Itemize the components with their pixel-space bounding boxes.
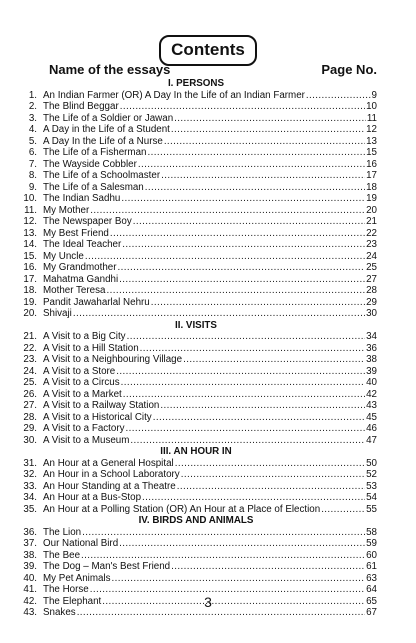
entry-page: 60 — [366, 549, 377, 561]
entry-number: 17. — [23, 273, 37, 285]
dot-leader — [175, 458, 365, 470]
entry-title: A Visit to a Big City — [43, 331, 126, 342]
dot-leader — [81, 550, 365, 562]
entry-number: 38. — [23, 549, 37, 561]
entry-number: 37. — [23, 538, 37, 549]
toc-entry — [15, 377, 377, 389]
contents-title: Contents — [159, 35, 257, 66]
entry-page: 64 — [366, 584, 377, 595]
entry-title: The Blind Beggar — [43, 101, 119, 112]
entry-number: 24. — [23, 365, 37, 377]
dot-leader — [126, 423, 366, 435]
toc-entry — [15, 343, 377, 355]
entry-title: A Visit to a Store — [43, 365, 116, 377]
table-of-contents — [15, 78, 377, 619]
dot-leader — [90, 205, 365, 217]
entry-page: 28 — [366, 285, 377, 296]
entry-title: The Newspaper Boy — [43, 216, 132, 227]
entry-title: An Hour Standing at a Theatre — [43, 480, 176, 492]
entry-page: 25 — [366, 262, 377, 273]
entry-title: My Uncle — [43, 250, 84, 262]
dot-leader — [73, 308, 365, 320]
entry-page: 45 — [366, 411, 377, 423]
entry-number: 40. — [23, 572, 37, 584]
toc-entry — [15, 573, 377, 585]
entry-page: 53 — [366, 480, 377, 492]
dot-leader — [153, 412, 365, 424]
dot-leader — [171, 561, 365, 573]
entry-number: 2. — [28, 101, 37, 112]
toc-entry — [15, 90, 377, 102]
toc-entry — [15, 366, 377, 378]
entry-number: 23. — [23, 354, 37, 365]
entry-number: 15. — [23, 250, 37, 262]
entry-page: 29 — [366, 296, 377, 308]
entry-number: 10. — [23, 193, 37, 204]
entry-page: 12 — [366, 124, 377, 135]
entry-title: The Life of a Fisherman — [43, 147, 147, 158]
toc-entry — [15, 492, 377, 504]
entry-title: An Hour at a General Hospital — [43, 457, 174, 469]
entry-number: 3. — [28, 112, 37, 124]
entry-page: 19 — [366, 193, 377, 204]
entry-title: A Day in the Life of a Student — [43, 124, 170, 135]
dot-leader — [121, 193, 365, 205]
entry-title: My Grandmother — [43, 262, 117, 273]
dot-leader — [110, 228, 365, 240]
entry-title: Snakes — [43, 607, 76, 618]
entry-number: 41. — [23, 584, 37, 595]
dot-leader — [120, 101, 365, 113]
entry-title: My Mother — [43, 204, 90, 216]
entry-number: 16. — [23, 262, 37, 273]
toc-entry — [15, 435, 377, 447]
toc-entry — [15, 297, 377, 309]
entry-number: 43. — [23, 607, 37, 618]
dot-leader — [119, 274, 365, 286]
entry-title: Mahatma Gandhi — [43, 273, 119, 285]
entry-number: 13. — [23, 227, 37, 239]
entry-title: A Visit to a Factory — [43, 423, 125, 434]
entry-title: The Life of a Schoolmaster — [43, 170, 161, 181]
toc-entry — [15, 205, 377, 217]
entry-title: My Best Friend — [43, 227, 109, 239]
entry-title: The Lion — [43, 526, 82, 538]
dot-leader — [127, 331, 366, 343]
entry-page: 55 — [366, 503, 377, 515]
dot-leader — [177, 481, 365, 493]
entry-number: 31. — [23, 457, 37, 469]
toc-entry — [15, 113, 377, 125]
entry-title: Mother Teresa — [43, 285, 106, 296]
entry-title: A Visit to a Circus — [43, 377, 120, 388]
entry-title: The Elephant — [43, 595, 102, 607]
dot-leader — [151, 297, 365, 309]
entry-page: 39 — [366, 365, 377, 377]
entry-title: A Visit to a Neighbouring Village — [43, 354, 183, 365]
entry-page: 50 — [366, 457, 377, 469]
entry-number: 19. — [23, 296, 37, 308]
section-heading: III. AN HOUR IN — [160, 446, 232, 457]
entry-title: The Dog – Man's Best Friend — [43, 561, 171, 572]
toc-entry — [15, 423, 377, 435]
dot-leader — [123, 389, 365, 401]
entry-page: 30 — [366, 308, 377, 319]
dot-leader — [183, 354, 365, 366]
entry-page: 40 — [366, 377, 377, 388]
entry-title: My Pet Animals — [43, 572, 111, 584]
entry-title: An Hour in a School Laboratory — [43, 469, 180, 480]
dot-leader — [112, 573, 366, 585]
entry-page: 42 — [366, 388, 377, 400]
toc-entry — [15, 331, 377, 343]
toc-entry — [15, 193, 377, 205]
toc-entry — [15, 182, 377, 194]
page-column-header: Page No. — [321, 62, 377, 77]
entry-number: 4. — [28, 124, 37, 135]
entry-number: 8. — [28, 170, 37, 181]
entry-page: 13 — [366, 135, 377, 147]
column-headers — [49, 62, 377, 78]
dot-leader — [85, 251, 365, 263]
entry-number: 42. — [23, 595, 37, 607]
entry-page: 58 — [366, 526, 377, 538]
entry-title: Shivaji — [43, 308, 72, 319]
entry-page: 38 — [366, 354, 377, 365]
entry-number: 35. — [23, 503, 37, 515]
toc-entry — [15, 481, 377, 493]
entry-title: An Hour at a Polling Station (OR) An Hour at a Place of Election — [43, 503, 321, 515]
toc-entry — [15, 561, 377, 573]
entry-title: A Visit to a Railway Station — [43, 400, 160, 411]
entry-page: 21 — [366, 216, 377, 227]
dot-leader — [306, 90, 371, 102]
entry-page: 17 — [366, 170, 377, 181]
entry-number: 20. — [23, 308, 37, 319]
toc-entry — [15, 308, 377, 320]
entry-page: 15 — [366, 147, 377, 158]
entry-number: 25. — [23, 377, 37, 388]
entry-number: 34. — [23, 492, 37, 503]
section-heading: IV. BIRDS AND ANIMALS — [138, 515, 254, 526]
entry-number: 6. — [28, 147, 37, 158]
entry-page: 52 — [366, 469, 377, 480]
dot-leader — [181, 469, 365, 481]
entry-page: 61 — [366, 561, 377, 572]
dot-leader — [160, 400, 365, 412]
dot-leader — [121, 377, 366, 389]
toc-entry — [15, 216, 377, 228]
dot-leader — [106, 285, 365, 297]
entry-page: 9 — [371, 89, 377, 101]
toc-entry — [15, 458, 377, 470]
entry-title: A Day In the Life of a Nurse — [43, 135, 163, 147]
entry-number: 1. — [28, 89, 37, 101]
entry-page: 23 — [366, 239, 377, 250]
entry-title: A Visit to a Hill Station — [43, 342, 139, 354]
section-heading: I. PERSONS — [167, 78, 225, 89]
toc-entry — [15, 124, 377, 136]
entry-page: 47 — [366, 434, 377, 446]
entry-page: 54 — [366, 492, 377, 503]
entry-page: 36 — [366, 342, 377, 354]
dot-leader — [118, 262, 366, 274]
entry-title: The Wayside Cobbler — [43, 158, 137, 170]
entry-number: 22. — [23, 342, 37, 354]
entry-number: 27. — [23, 400, 37, 411]
toc-entry — [15, 251, 377, 263]
entry-page: 16 — [366, 158, 377, 170]
toc-entry — [15, 412, 377, 424]
entry-number: 28. — [23, 411, 37, 423]
entry-number: 14. — [23, 239, 37, 250]
entry-number: 36. — [23, 526, 37, 538]
entry-page: 43 — [366, 400, 377, 411]
entry-title: The Life of a Salesman — [43, 181, 144, 193]
dot-leader — [82, 527, 365, 539]
entry-title: Pandit Jawaharlal Nehru — [43, 296, 150, 308]
dot-leader — [147, 147, 365, 159]
dot-leader — [321, 504, 365, 516]
dot-leader — [171, 124, 365, 136]
entry-title: The Bee — [43, 549, 81, 561]
entry-page: 24 — [366, 250, 377, 262]
dot-leader — [164, 136, 365, 148]
entry-title: A Visit to a Museum — [43, 434, 130, 446]
toc-entry — [15, 101, 377, 113]
entry-title: A Visit to a Market — [43, 388, 122, 400]
entry-page: 46 — [366, 423, 377, 434]
essays-column-header: Name of the essays — [49, 62, 171, 77]
entry-page: 67 — [366, 607, 377, 618]
entry-title: The Ideal Teacher — [43, 239, 122, 250]
entry-title: The Horse — [43, 584, 89, 595]
toc-entry — [15, 354, 377, 366]
toc-entry — [15, 400, 377, 412]
toc-entry — [15, 136, 377, 148]
dot-leader — [140, 343, 365, 355]
dot-leader — [130, 435, 365, 447]
toc-entry — [15, 389, 377, 401]
dot-leader — [161, 170, 365, 182]
entry-number: 21. — [23, 331, 37, 342]
dot-leader — [138, 159, 365, 171]
entry-number: 7. — [28, 158, 37, 170]
entry-title: A Visit to a Historical City — [43, 411, 152, 423]
entry-page: 11 — [366, 112, 377, 124]
entry-title: An Hour at a Bus-Stop — [43, 492, 142, 503]
toc-entry — [15, 228, 377, 240]
entry-page: 18 — [366, 181, 377, 193]
entry-number: 12. — [23, 216, 37, 227]
entry-page: 65 — [366, 595, 377, 607]
toc-entry — [15, 538, 377, 550]
dot-leader — [145, 182, 365, 194]
entry-title: Our National Bird — [43, 538, 119, 549]
toc-entry — [15, 170, 377, 182]
entry-number: 29. — [23, 423, 37, 434]
entry-number: 5. — [28, 135, 37, 147]
entry-number: 30. — [23, 434, 37, 446]
toc-entry — [15, 239, 377, 251]
entry-title: The Indian Sadhu — [43, 193, 121, 204]
page-number: 3 — [204, 594, 212, 610]
entry-page: 63 — [366, 572, 377, 584]
entry-page: 34 — [366, 331, 377, 342]
dot-leader — [142, 492, 365, 504]
toc-entry — [15, 527, 377, 539]
dot-leader — [122, 239, 365, 251]
entry-number: 39. — [23, 561, 37, 572]
entry-number: 11. — [24, 204, 37, 216]
entry-number: 9. — [28, 181, 37, 193]
toc-entry — [15, 262, 377, 274]
dot-leader — [174, 113, 366, 125]
dot-leader — [116, 366, 365, 378]
toc-entry — [15, 159, 377, 171]
entry-number: 33. — [23, 480, 37, 492]
entry-page: 20 — [366, 204, 377, 216]
section-heading: II. VISITS — [175, 319, 217, 331]
entry-number: 26. — [23, 388, 37, 400]
entry-title: An Indian Farmer (OR) A Day In the Life of an Indian Farmer — [43, 89, 305, 101]
entry-page: 27 — [366, 273, 377, 285]
toc-entry — [15, 274, 377, 286]
entry-page: 22 — [366, 227, 377, 239]
dot-leader — [119, 538, 365, 550]
dot-leader — [133, 216, 365, 228]
entry-number: 32. — [23, 469, 37, 480]
toc-entry — [15, 285, 377, 297]
entry-title: The Life of a Soldier or Jawan — [43, 112, 174, 124]
entry-page: 10 — [366, 101, 377, 112]
toc-entry — [15, 147, 377, 159]
toc-entry — [15, 550, 377, 562]
toc-entry — [15, 504, 377, 516]
toc-entry — [15, 469, 377, 481]
entry-number: 18. — [23, 285, 37, 296]
entry-page: 59 — [366, 538, 377, 549]
